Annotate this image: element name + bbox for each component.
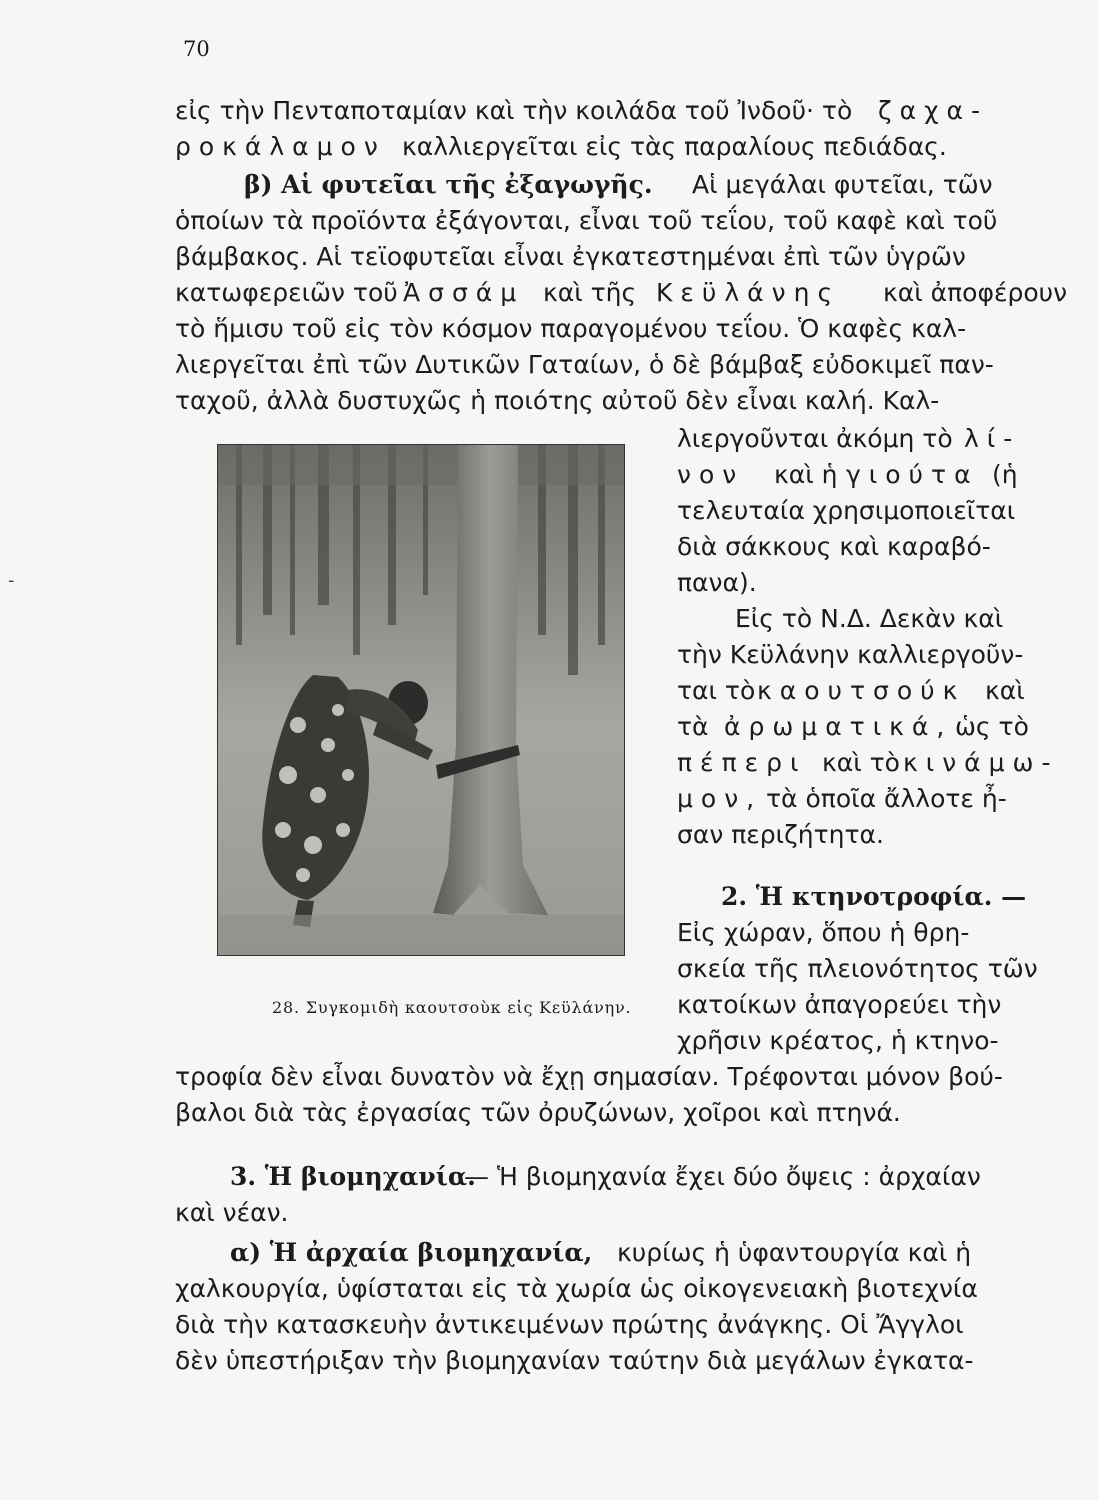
spaced-term: ἀρωματικά, — [724, 712, 953, 741]
text-line: καὶ ἀποφέρουν — [883, 278, 1068, 307]
text-line: δὲν ὑπεστήριξαν τὴν βιομηχανίαν ταύτην διὰ μεγάλων ἐγκατα- — [175, 1346, 974, 1375]
text-line: Εἰς χώραν, ὅπου ἡ θρη- — [677, 918, 970, 947]
text-line: τὰ ὁποῖα ἄλλοτε ἦ- — [766, 784, 1007, 813]
text-line: — Ἡ βιομηχανία ἔχει δύο ὄψεις : ἀρχαίαν — [464, 1162, 981, 1191]
figure-caption: 28. Συγκομιδὴ καουτσοὺκ εἰς Κεϋλάνην. — [272, 998, 632, 1017]
section-heading: α) Ἡ ἀρχαία βιομηχανία, — [230, 1238, 593, 1267]
text-line: καλλιεργεῖται εἰς τὰς παραλίους πεδιάδας. — [402, 132, 947, 161]
page-number: 70 — [183, 37, 210, 61]
section-heading: 2. Ἡ κτηνοτροφία. — — [721, 882, 1027, 911]
section-heading: 3. Ἡ βιομηχανία. — [230, 1162, 476, 1191]
text-line: καὶ — [985, 676, 1025, 705]
spaced-term: κινάμω- — [903, 748, 1059, 777]
text-line: ταχοῦ, ἀλλὰ δυστυχῶς ἡ ποιότης αὐτοῦ δὲν εἶναι καλή. Καλ- — [175, 386, 940, 415]
spaced-term: ζαχα- — [878, 96, 989, 125]
text-line: χρῆσιν κρέατος, ἡ κτηνο- — [677, 1026, 999, 1055]
text-line: τὰ — [677, 712, 709, 741]
text-line: τὴν Κεϋλάνην καλλιεργοῦν- — [677, 640, 1024, 669]
spaced-term: λί- — [964, 424, 1021, 453]
text-line: διὰ τὴν κατασκευὴν ἀντικειμένων πρώτης ἀνάγκης. Οἱ Ἄγγλοι — [175, 1310, 964, 1339]
text-line: καὶ τῆς — [543, 278, 637, 307]
section-heading: β) Αἱ φυτεῖαι τῆς ἐξαγωγῆς. — [244, 170, 653, 199]
text-line: τὸ ἥμισυ τοῦ εἰς τὸν κόσμον παραγομένου τεΐου. Ὁ καφὲς καλ- — [175, 314, 967, 343]
spaced-term: πέπερι — [677, 748, 807, 777]
text-line: λιεργοῦνται ἀκόμη τὸ — [677, 424, 953, 453]
text-line: πανα). — [677, 568, 757, 597]
text-line: σαν περιζήτητα. — [677, 820, 884, 849]
spaced-term: μον, — [677, 784, 763, 813]
spaced-term: ροκάλαμον — [175, 132, 386, 161]
text-line: ὡς τὸ — [955, 712, 1029, 741]
spaced-term: νον — [677, 460, 745, 489]
rubber-tapping-photo — [217, 444, 625, 956]
text-line: διὰ σάκκους καὶ καραβό- — [677, 532, 991, 561]
text-line: καὶ τὸ — [822, 748, 900, 777]
text-line: ὁποίων τὰ προϊόντα ἐξάγονται, εἶναι τοῦ τεΐου, τοῦ καφὲ καὶ τοῦ — [175, 206, 998, 235]
spaced-term: Κεϋλάνης — [656, 278, 841, 307]
text-line: (ἡ — [992, 460, 1018, 489]
text-line: Εἰς τὸ Ν.Δ. Δεκὰν καὶ — [735, 604, 1004, 633]
text-line: κατοίκων ἀπαγορεύει τὴν — [677, 990, 1002, 1019]
text-line: εἰς τὴν Πενταποταμίαν καὶ τὴν κοιλάδα τοῦ Ἰνδοῦ· τὸ — [175, 96, 853, 125]
spaced-term: Ἀσσάμ — [403, 278, 525, 307]
text-line: λιεργεῖται ἐπὶ τῶν Δυτικῶν Γαταίων, ὁ δὲ βάμβαξ εὐδοκιμεῖ παν- — [175, 350, 994, 379]
text-line: χαλκουργία, ὑφίσταται εἰς τὰ χωρία ὡς οἰκογενειακὴ βιοτεχνία — [175, 1274, 978, 1303]
text-line: κυρίως ἡ ὑφαντουργία καὶ ἡ — [617, 1238, 972, 1267]
text-line: ται τὸ — [677, 676, 756, 705]
text-line: καὶ ἡ — [774, 460, 838, 489]
stray-mark: ‑ — [8, 570, 15, 591]
text-line: βαλοι διὰ τὰς ἐργασίας τῶν ὀρυζώνων, χοῖροι καὶ πτηνά. — [175, 1098, 901, 1127]
spaced-term: γιούτα — [846, 460, 979, 489]
text-line: Αἱ μεγάλαι φυτεῖαι, τῶν — [692, 170, 993, 199]
text-line: καὶ νέαν. — [175, 1198, 289, 1227]
text-line: τελευταία χρησιμοποιεῖται — [677, 496, 1016, 525]
text-line: βάμβακος. Αἱ τεϊοφυτεῖαι εἶναι ἐγκατεστημέναι ἐπὶ τῶν ὑγρῶν — [175, 242, 966, 271]
text-line: τροφία δὲν εἶναι δυνατὸν νὰ ἔχῃ σημασίαν. Τρέφονται μόνον βού- — [175, 1062, 1003, 1091]
text-line: κατωφερειῶν τοῦ — [175, 278, 398, 307]
spaced-term: καουτσούκ — [757, 676, 966, 705]
text-line: σκεία τῆς πλειονότητος τῶν — [677, 954, 1038, 983]
